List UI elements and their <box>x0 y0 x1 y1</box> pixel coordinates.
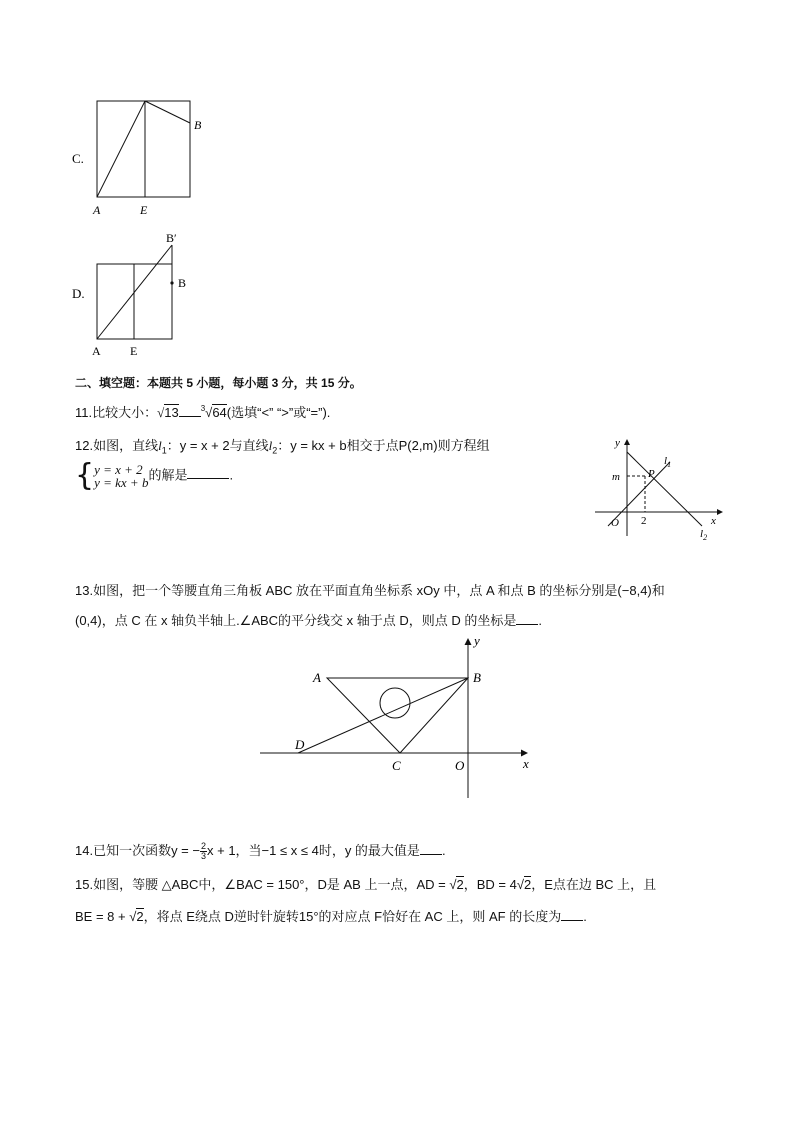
label-b: B <box>473 670 481 685</box>
q13-answer-blank[interactable] <box>516 612 538 625</box>
graph-two-label: 2 <box>641 515 647 527</box>
figure-c <box>60 95 230 220</box>
q14-fraction: $\frac{2}{3}$ <box>200 841 206 862</box>
q15-radicand-2: 2 <box>523 877 532 892</box>
q11-root-index: 3 <box>200 404 206 413</box>
label-d: D <box>295 737 305 752</box>
q12-l1-sub: 1 <box>161 445 167 456</box>
q12-eq-line1: y = x + 2 <box>94 462 143 477</box>
q12-l2-sub: 2 <box>272 445 278 456</box>
q12-end: . <box>229 467 234 483</box>
label-e: E <box>130 344 138 358</box>
q13-text: (0,4)，点 C 在 x 轴负半轴上.∠ABC的平分线交 x 轴于点 D，则点 D 的坐标是 <box>75 613 517 628</box>
q12-eq1: ：y = x + 2与直线 <box>166 438 269 453</box>
q15-text-c: ，E点在边 BC 上，且 <box>531 877 657 892</box>
question-15-line1: 15.如图，等腰 △ABC中，∠BAC = 150°，D是 AB 上一点，AD = √2，BD = 4√2，E点在边 BC 上，且 <box>75 877 657 892</box>
q12-eq-line2: y = kx + b <box>94 475 149 490</box>
graph-y-label: y <box>615 437 620 449</box>
q11-radicand-2: 64 <box>212 405 227 420</box>
label-a: A <box>93 203 101 217</box>
q15-text-d: BE = 8 + <box>75 909 130 924</box>
graph-p-label: P <box>648 468 655 480</box>
label-o: O <box>455 758 465 773</box>
q14-answer-blank[interactable] <box>420 842 442 855</box>
label-a: A <box>313 670 321 685</box>
q15-text-a: 15.如图，等腰 △ABC中，∠BAC = 150°，D是 AB 上一点，AD = <box>75 877 450 892</box>
label-y: y <box>474 633 480 648</box>
q11-answer-blank[interactable] <box>179 404 201 417</box>
label-e: E <box>140 203 148 217</box>
question-15-line2: BE = 8 + √2，将点 E绕点 D逆时针旋转15°的对应点 F恰好在 AC 上，则 AF 的长度为 . <box>75 909 587 924</box>
q13-graph <box>255 633 545 803</box>
q12-l1: l <box>158 438 162 453</box>
figure-d <box>60 228 230 363</box>
triangle-abc <box>327 678 468 753</box>
graph-x-label: x <box>711 515 716 527</box>
q12-answer-blank[interactable] <box>187 466 229 479</box>
q14-prefix: 14.已知一次函数y = − <box>75 843 200 858</box>
option-d-label: D. <box>72 286 85 301</box>
q12-eq2: ：y = kx + b相交于点P(2,m)则方程组 <box>277 438 490 453</box>
graph-o-label: O <box>611 517 619 529</box>
graph-m-label: m <box>612 471 620 483</box>
label-bprime: B′ <box>166 231 177 245</box>
question-13-line1: 13.如图，把一个等腰直角三角板 ABC 放在平面直角坐标系 xOy 中，点 A 和点 B 的坐标分别是(−8,4)和 <box>75 583 665 598</box>
q12-sys-suffix: 的解是 <box>148 467 188 483</box>
option-c-label: C. <box>72 151 84 166</box>
q15-radicand-1: 2 <box>456 877 464 892</box>
protractor-hole <box>380 688 410 718</box>
q15-radicand-3: 2 <box>136 909 144 924</box>
label-x: x <box>523 756 529 771</box>
q15-answer-blank[interactable] <box>561 908 583 921</box>
q13-end: . <box>538 613 543 628</box>
graph-l2-label: $l_2$ <box>700 528 708 542</box>
segment-top-b <box>145 101 190 123</box>
question-13-line2 <box>75 612 542 629</box>
q12-l2: l <box>268 438 273 453</box>
label-b: B <box>194 118 202 132</box>
question-14 <box>75 842 446 861</box>
q12-text-a: 12.如图，直线 <box>75 438 159 453</box>
segment-a-top <box>97 101 145 197</box>
q15-text-e: ，将点 E绕点 D逆时针旋转15°的对应点 F恰好在 AC 上，则 AF 的长度为 <box>143 909 562 924</box>
q11-prefix: 11.比较大小： <box>75 405 158 420</box>
section-heading: 二、填空题：本题共 5 小题，每小题 3 分，共 15 分。 <box>75 376 362 390</box>
q14-end: . <box>441 843 446 858</box>
label-a: A <box>92 344 101 358</box>
question-11: 11.比较大小：√13 $^3$√64(选填“<” “>”或“=”). <box>75 404 331 420</box>
question-12-system: { y = x + 2 y = kx + b 的解是 . <box>75 458 234 493</box>
question-12-line1 <box>75 438 490 459</box>
bisector-bd <box>298 678 468 753</box>
graph-l1-label: $l_1$ <box>664 455 672 469</box>
q14-text: x + 1，当−1 ≤ x ≤ 4时，y 的最大值是 <box>207 843 420 858</box>
label-c: C <box>392 758 401 773</box>
label-b: B <box>178 276 187 290</box>
rectangle <box>97 101 190 197</box>
q15-text-b: ，BD = 4 <box>463 877 517 892</box>
q11-suffix: (选填“<” “>”或“=”). <box>226 405 331 420</box>
q12-graph <box>590 434 730 546</box>
q15-end: . <box>583 909 587 924</box>
q11-radicand-1: 13 <box>164 405 179 420</box>
point-b <box>170 281 173 284</box>
